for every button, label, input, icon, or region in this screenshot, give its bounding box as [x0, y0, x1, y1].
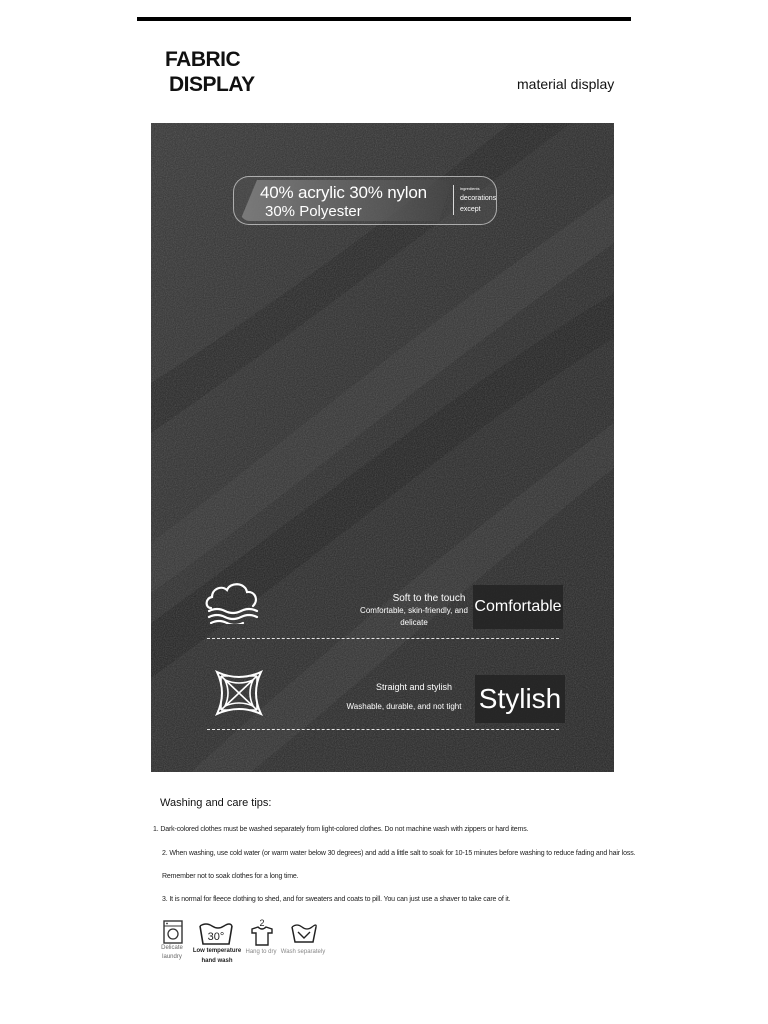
feature-stylish — [151, 663, 614, 733]
hang-dry-icon — [249, 918, 275, 946]
composition-label — [233, 176, 497, 225]
care-icons — [160, 918, 340, 968]
composition-line-2: 30% Polyester — [265, 203, 362, 220]
care-icon-label: Wash separately — [280, 949, 326, 955]
page-title — [165, 47, 255, 97]
care-tip: 2. When washing, use cold water (or warm water below 30 degrees) and add a little salt to soak for 10-15 minutes before washing to reduce fading and hair loss. — [162, 850, 636, 857]
fabric-photo — [151, 123, 614, 772]
feature-text — [359, 593, 469, 629]
feature-title: Straight and stylish — [375, 682, 453, 692]
care-title: Washing and care tips: — [160, 797, 272, 809]
divider-dashed — [207, 638, 559, 639]
hand-wash-30-icon — [198, 920, 234, 946]
temperature-number: 30° — [207, 931, 225, 943]
cloud-icon — [203, 578, 263, 624]
feature-badge: Stylish — [475, 675, 565, 723]
care-icon-label: Hang to dry — [245, 949, 277, 955]
composition-divider — [453, 185, 454, 215]
care-icon-label — [192, 946, 242, 966]
composition-note-except: except — [460, 206, 481, 213]
washing-machine-icon — [163, 920, 183, 944]
feature-badge: Comfortable — [473, 585, 563, 629]
title-line-1: FABRIC — [165, 48, 241, 71]
feature-desc-2: delicate — [400, 618, 428, 627]
wash-separately-icon — [290, 922, 318, 944]
feature-desc-1: Comfortable, skin-friendly, and — [360, 606, 468, 615]
divider-dashed — [207, 729, 559, 730]
page-subtitle: material display — [517, 76, 615, 92]
care-icon-label-2: hand wash — [201, 958, 233, 964]
feature-title: Soft to the touch — [392, 593, 466, 604]
feature-text — [339, 681, 469, 713]
care-tip: Remember not to soak clothes for a long time. — [162, 873, 299, 880]
care-tip: 3. It is normal for fleece clothing to shed, and for sweaters and coats to pill. You can just use a shaver to take care of it. — [162, 896, 511, 903]
care-icon-label-1: Low temperature — [192, 948, 242, 954]
top-rule — [137, 17, 631, 21]
hang-dry-number: 2 — [259, 918, 265, 928]
feature-comfortable — [151, 573, 614, 643]
care-icon-label — [158, 944, 186, 962]
feature-desc-1: Washable, durable, and not tight — [346, 702, 462, 711]
title-line-2: DISPLAY — [169, 73, 255, 96]
composition-note-decorations: decorations — [460, 195, 497, 202]
composition-note-ingredients: ingredients — [460, 186, 480, 191]
care-icon-label-1: Delicate — [161, 945, 183, 951]
composition-line-1: 40% acrylic 30% nylon — [260, 183, 427, 202]
composition-notes — [460, 185, 496, 215]
care-tip: 1. Dark-colored clothes must be washed separately from light-colored clothes. Do not machine wash with zippers or hard items. — [153, 826, 529, 833]
care-icon-label-2: laundry — [162, 954, 182, 960]
stretch-icon — [213, 668, 265, 718]
